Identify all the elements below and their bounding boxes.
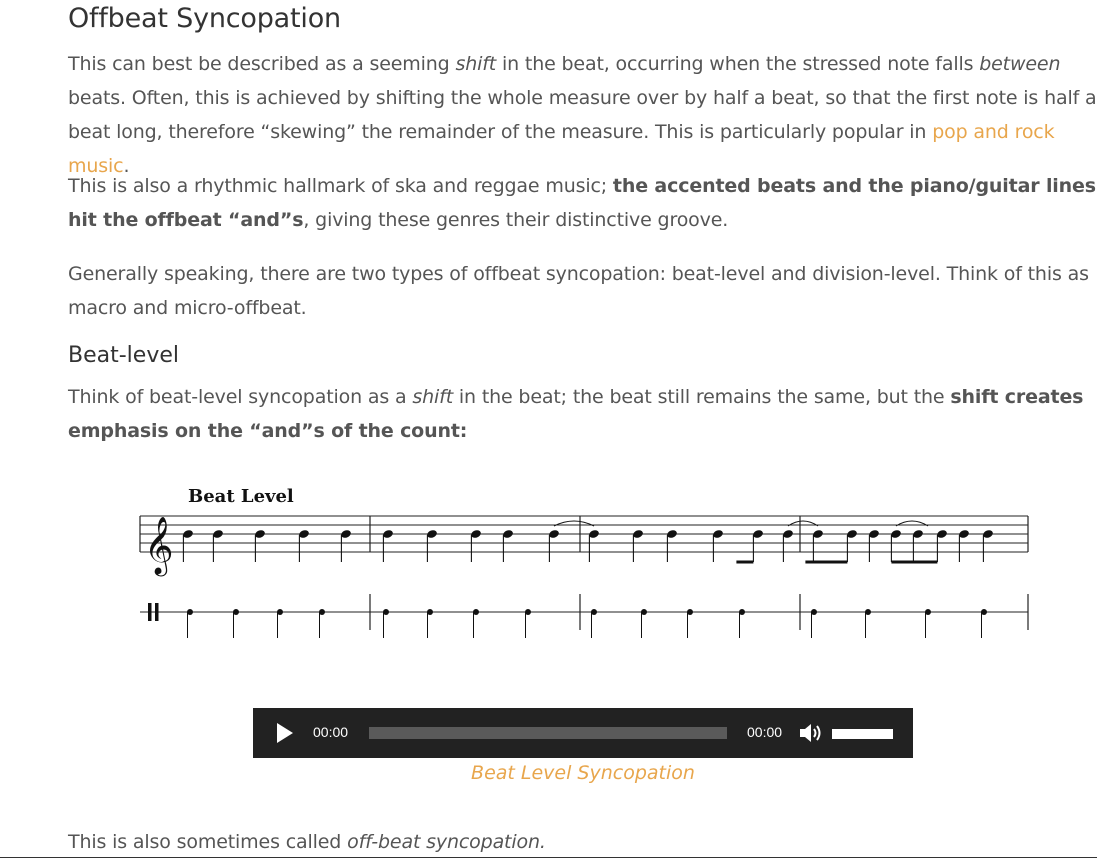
volume-slider[interactable] xyxy=(832,729,893,739)
figure-caption: Beat Level Syncopation xyxy=(471,762,695,784)
text: in the beat; the beat still remains the same, but the xyxy=(453,386,951,408)
sheet-music-figure xyxy=(138,478,1031,658)
emphasis: between xyxy=(979,53,1061,75)
current-time: 00:00 xyxy=(313,724,349,740)
text: . xyxy=(123,155,130,177)
play-button[interactable] xyxy=(275,722,295,744)
score-title: Beat Level xyxy=(188,486,294,507)
text: in the beat, occurring when the stressed note falls xyxy=(496,53,980,75)
mute-button[interactable] xyxy=(798,721,824,745)
percussion-clef-icon xyxy=(148,603,152,621)
text: This is also a rhythmic hallmark of ska and reggae music; xyxy=(68,175,613,197)
percussion-clef-icon xyxy=(155,603,159,621)
divider xyxy=(0,857,1097,858)
bold-text: shift creates emphasis on the “and”s of the count: xyxy=(68,386,1084,442)
percussion-staff xyxy=(140,594,1028,638)
treble-clef-icon: 𝄞 xyxy=(144,516,174,574)
play-icon xyxy=(275,722,295,744)
subheading-beat-level: Beat-level xyxy=(68,343,179,368)
paragraph-intro xyxy=(68,47,1097,183)
paragraph-offbeat-note xyxy=(68,825,1097,859)
text: beats. Often, this is achieved by shifting the whole measure over by half a beat, so that the first note is half a beat long, therefore “skewing” the remainder of the measure. This is particularly popular in xyxy=(68,87,1097,143)
text: , giving these genres their distinctive groove. xyxy=(303,209,729,231)
emphasis: shift xyxy=(412,386,454,408)
section-title: Offbeat Syncopation xyxy=(68,3,341,34)
text: This is also sometimes called xyxy=(68,831,348,853)
emphasis: off-beat syncopation. xyxy=(347,831,546,853)
paragraph-types: Generally speaking, there are two types of offbeat syncopation: beat-level and division-level. Think of this as macro and micro-offbeat. xyxy=(68,263,1089,319)
paragraph-beat-level xyxy=(68,380,1097,448)
text: Think of beat-level syncopation as a xyxy=(68,386,413,408)
emphasis: shift xyxy=(455,53,497,75)
pop-rock-music-link[interactable]: pop and rock music xyxy=(68,121,1055,177)
progress-slider[interactable] xyxy=(369,727,727,739)
paragraph-ska-reggae xyxy=(68,169,1097,237)
sheet-music-score xyxy=(138,478,1031,658)
audio-player xyxy=(253,708,913,758)
treble-staff xyxy=(140,516,1028,577)
volume-icon xyxy=(798,721,824,745)
duration-time: 00:00 xyxy=(747,724,783,740)
bold-text: the accented beats and the piano/guitar lines hit the offbeat “and”s xyxy=(68,175,1096,231)
volume-fill xyxy=(832,729,893,739)
text: This can best be described as a seeming xyxy=(68,53,456,75)
